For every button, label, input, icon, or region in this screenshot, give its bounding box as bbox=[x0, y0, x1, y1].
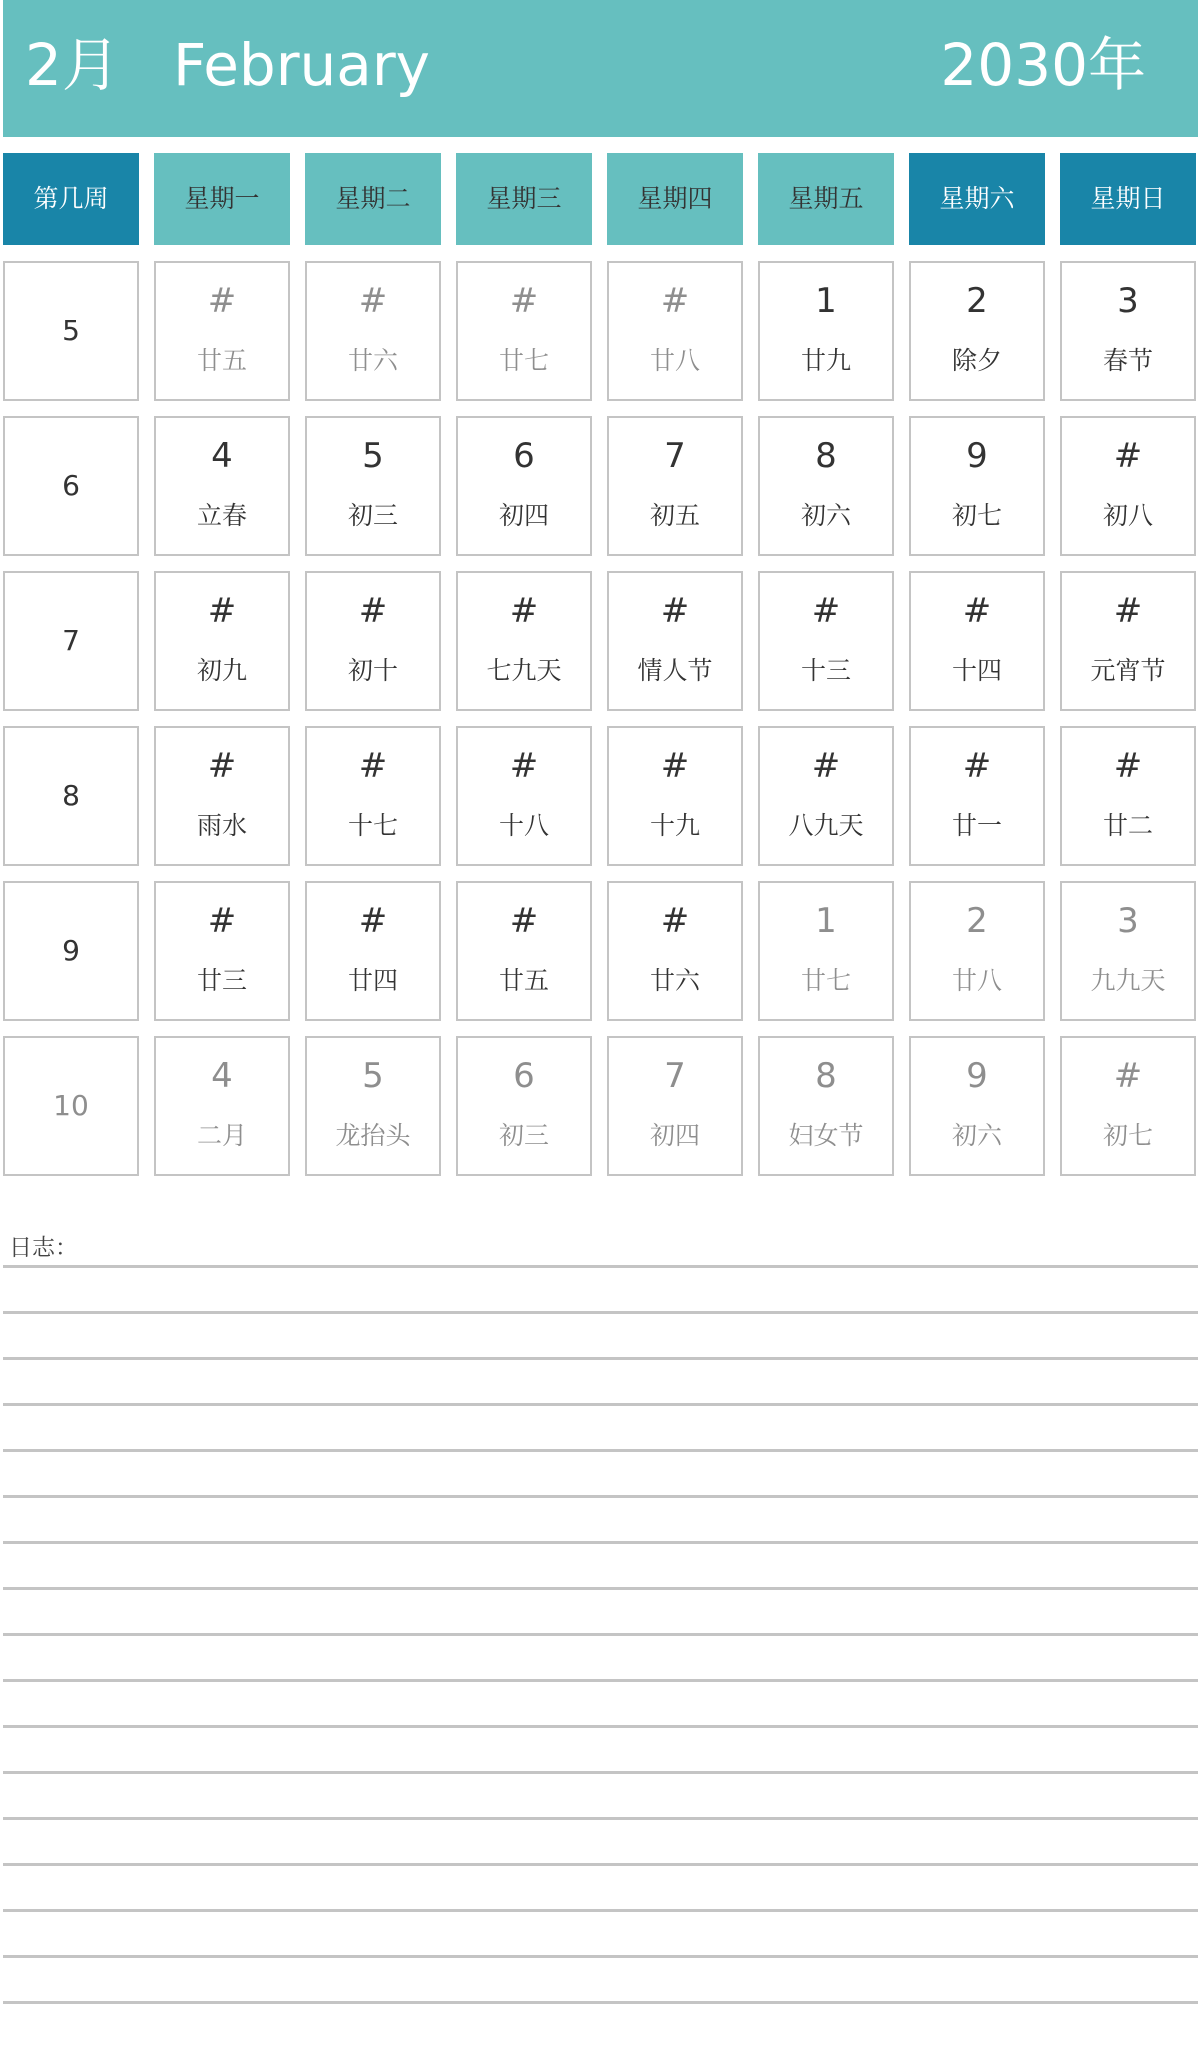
day-cell[interactable] bbox=[456, 416, 592, 556]
day-cell[interactable] bbox=[154, 726, 290, 866]
day-number: 2 bbox=[966, 281, 988, 321]
day-cell[interactable] bbox=[758, 1036, 894, 1176]
week-number-cell bbox=[3, 416, 139, 556]
month-number: 2月 bbox=[25, 31, 120, 99]
lunar-date: 廿五 bbox=[196, 346, 247, 375]
journal-rule-line bbox=[3, 1633, 1198, 1636]
lunar-date: 情人节 bbox=[637, 656, 713, 685]
lunar-date: 十四 bbox=[951, 656, 1002, 685]
journal-rule-line bbox=[3, 1771, 1198, 1774]
day-cell[interactable] bbox=[909, 261, 1045, 401]
lunar-date: 初十 bbox=[347, 656, 398, 685]
lunar-date: 二月 bbox=[196, 1121, 247, 1150]
week-number-cell bbox=[3, 881, 139, 1021]
lunar-date: 八九天 bbox=[788, 811, 864, 840]
day-cell[interactable] bbox=[456, 726, 592, 866]
lunar-date: 春节 bbox=[1102, 346, 1153, 375]
week-number: 9 bbox=[62, 934, 80, 967]
day-cell[interactable] bbox=[909, 726, 1045, 866]
day-number: 9 bbox=[966, 1056, 988, 1096]
lunar-date: 十三 bbox=[800, 656, 851, 685]
lunar-date: 廿一 bbox=[951, 811, 1002, 840]
day-number: # bbox=[660, 746, 690, 786]
lunar-date: 初五 bbox=[649, 501, 700, 530]
day-cell[interactable] bbox=[758, 571, 894, 711]
day-number: 5 bbox=[362, 436, 384, 476]
day-cell[interactable] bbox=[909, 1036, 1045, 1176]
day-cell[interactable] bbox=[758, 881, 894, 1021]
day-cell[interactable] bbox=[305, 571, 441, 711]
day-number: # bbox=[1113, 1056, 1143, 1096]
day-cell[interactable] bbox=[909, 571, 1045, 711]
day-cell[interactable] bbox=[456, 881, 592, 1021]
day-number: # bbox=[358, 281, 388, 321]
day-cell[interactable] bbox=[154, 881, 290, 1021]
day-number: # bbox=[1113, 746, 1143, 786]
day-number: 8 bbox=[815, 436, 837, 476]
day-number: 7 bbox=[664, 1056, 686, 1096]
day-cell[interactable] bbox=[758, 726, 894, 866]
lunar-date: 初八 bbox=[1102, 501, 1153, 530]
day-cell[interactable] bbox=[1060, 881, 1196, 1021]
day-number: 5 bbox=[362, 1056, 384, 1096]
day-cell[interactable] bbox=[305, 416, 441, 556]
journal-rule-line bbox=[3, 1357, 1198, 1360]
journal-rule-line bbox=[3, 1587, 1198, 1590]
day-cell[interactable] bbox=[607, 261, 743, 401]
week-number: 5 bbox=[62, 314, 80, 347]
day-cell[interactable] bbox=[456, 571, 592, 711]
week-number-cell bbox=[3, 571, 139, 711]
day-number: # bbox=[509, 591, 539, 631]
journal-rule-line bbox=[3, 1863, 1198, 1866]
lunar-date: 初四 bbox=[649, 1121, 700, 1150]
day-number: 6 bbox=[513, 436, 535, 476]
journal-rule-line bbox=[3, 1403, 1198, 1406]
day-cell[interactable] bbox=[305, 881, 441, 1021]
day-cell[interactable] bbox=[305, 261, 441, 401]
day-number: # bbox=[660, 901, 690, 941]
lunar-date: 廿六 bbox=[649, 966, 700, 995]
weekday-header-2: 星期二 bbox=[305, 153, 441, 245]
day-number: # bbox=[358, 591, 388, 631]
month-name-english: February bbox=[173, 31, 431, 99]
lunar-date: 廿七 bbox=[800, 966, 851, 995]
day-number: 3 bbox=[1117, 281, 1139, 321]
weekday-header-6: 星期六 bbox=[909, 153, 1045, 245]
week-number-header: 第几周 bbox=[3, 153, 139, 245]
day-number: # bbox=[509, 281, 539, 321]
day-number: 1 bbox=[815, 901, 837, 941]
lunar-date: 廿四 bbox=[347, 966, 398, 995]
day-cell[interactable] bbox=[305, 726, 441, 866]
year-label: 2030年 bbox=[940, 31, 1146, 99]
day-cell[interactable] bbox=[909, 881, 1045, 1021]
day-cell[interactable] bbox=[1060, 726, 1196, 866]
day-number: # bbox=[358, 901, 388, 941]
day-number: # bbox=[207, 746, 237, 786]
journal-rule-line bbox=[3, 1311, 1198, 1314]
day-cell[interactable] bbox=[154, 261, 290, 401]
day-cell[interactable] bbox=[909, 416, 1045, 556]
day-number: 7 bbox=[664, 436, 686, 476]
day-number: # bbox=[358, 746, 388, 786]
day-number: 2 bbox=[966, 901, 988, 941]
lunar-date: 初六 bbox=[951, 1121, 1002, 1150]
day-number: # bbox=[207, 281, 237, 321]
weekday-header-row bbox=[3, 153, 1198, 245]
weekday-header-1: 星期一 bbox=[154, 153, 290, 245]
day-number: # bbox=[962, 591, 992, 631]
journal-rule-line bbox=[3, 1909, 1198, 1912]
lunar-date: 廿九 bbox=[800, 346, 851, 375]
day-number: 4 bbox=[211, 1056, 233, 1096]
week-number-cell bbox=[3, 261, 139, 401]
lunar-date: 廿五 bbox=[498, 966, 549, 995]
day-number: 8 bbox=[815, 1056, 837, 1096]
week-number: 8 bbox=[62, 779, 80, 812]
lunar-date: 廿三 bbox=[196, 966, 247, 995]
day-cell[interactable] bbox=[607, 881, 743, 1021]
journal-rule-line bbox=[3, 1449, 1198, 1452]
weekday-header-4: 星期四 bbox=[607, 153, 743, 245]
day-number: # bbox=[811, 746, 841, 786]
lunar-date: 廿二 bbox=[1102, 811, 1153, 840]
lunar-date: 十九 bbox=[649, 811, 700, 840]
day-cell[interactable] bbox=[305, 1036, 441, 1176]
journal-rule-line bbox=[3, 1541, 1198, 1544]
lunar-date: 龙抬头 bbox=[335, 1121, 411, 1150]
lunar-date: 初七 bbox=[1102, 1121, 1153, 1150]
lunar-date: 初六 bbox=[800, 501, 851, 530]
day-number: # bbox=[207, 591, 237, 631]
lunar-date: 廿六 bbox=[347, 346, 398, 375]
day-cell[interactable] bbox=[758, 416, 894, 556]
lunar-date: 廿八 bbox=[649, 346, 700, 375]
day-cell[interactable] bbox=[154, 1036, 290, 1176]
day-cell[interactable] bbox=[1060, 1036, 1196, 1176]
lunar-date: 廿八 bbox=[951, 966, 1002, 995]
lunar-date: 七九天 bbox=[486, 656, 562, 685]
day-number: # bbox=[509, 746, 539, 786]
day-cell[interactable] bbox=[607, 1036, 743, 1176]
lunar-date: 廿七 bbox=[498, 346, 549, 375]
day-cell[interactable] bbox=[1060, 416, 1196, 556]
week-number-cell bbox=[3, 1036, 139, 1176]
day-cell[interactable] bbox=[1060, 261, 1196, 401]
day-number: 4 bbox=[211, 436, 233, 476]
lunar-date: 初四 bbox=[498, 501, 549, 530]
day-number: # bbox=[1113, 591, 1143, 631]
lunar-date: 元宵节 bbox=[1090, 656, 1166, 685]
day-cell[interactable] bbox=[456, 261, 592, 401]
journal-rule-line bbox=[3, 1265, 1198, 1268]
lunar-date: 九九天 bbox=[1090, 966, 1166, 995]
week-number: 10 bbox=[53, 1089, 89, 1122]
lunar-date: 除夕 bbox=[951, 346, 1002, 375]
week-number-cell bbox=[3, 726, 139, 866]
journal-rule-line bbox=[3, 1955, 1198, 1958]
day-cell[interactable] bbox=[758, 261, 894, 401]
day-number: 1 bbox=[815, 281, 837, 321]
day-number: # bbox=[660, 281, 690, 321]
day-number: 3 bbox=[1117, 901, 1139, 941]
lunar-date: 十七 bbox=[347, 811, 398, 840]
day-cell[interactable] bbox=[607, 726, 743, 866]
weekday-header-3: 星期三 bbox=[456, 153, 592, 245]
day-number: # bbox=[1113, 436, 1143, 476]
day-number: 9 bbox=[966, 436, 988, 476]
journal-rule-line bbox=[3, 2001, 1198, 2004]
day-cell[interactable] bbox=[1060, 571, 1196, 711]
week-number: 6 bbox=[62, 469, 80, 502]
day-number: # bbox=[962, 746, 992, 786]
day-number: # bbox=[509, 901, 539, 941]
day-cell[interactable] bbox=[154, 571, 290, 711]
day-number: 6 bbox=[513, 1056, 535, 1096]
day-number: # bbox=[207, 901, 237, 941]
day-cell[interactable] bbox=[154, 416, 290, 556]
lunar-date: 立春 bbox=[196, 501, 247, 530]
lunar-date: 初九 bbox=[196, 656, 247, 685]
journal-rule-line bbox=[3, 1679, 1198, 1682]
lunar-date: 初三 bbox=[347, 501, 398, 530]
week-number: 7 bbox=[62, 624, 80, 657]
weekday-header-7: 星期日 bbox=[1060, 153, 1196, 245]
journal-rule-line bbox=[3, 1725, 1198, 1728]
lunar-date: 十八 bbox=[498, 811, 549, 840]
journal-rule-line bbox=[3, 1495, 1198, 1498]
day-cell[interactable] bbox=[456, 1036, 592, 1176]
month-header bbox=[3, 0, 1198, 137]
lunar-date: 初七 bbox=[951, 501, 1002, 530]
journal-label: 日志： bbox=[9, 1235, 78, 1261]
day-number: # bbox=[811, 591, 841, 631]
day-cell[interactable] bbox=[607, 416, 743, 556]
journal-rule-line bbox=[3, 1817, 1198, 1820]
lunar-date: 初三 bbox=[498, 1121, 549, 1150]
lunar-date: 雨水 bbox=[196, 811, 247, 840]
weekday-header-5: 星期五 bbox=[758, 153, 894, 245]
day-cell[interactable] bbox=[607, 571, 743, 711]
day-number: # bbox=[660, 591, 690, 631]
lunar-date: 妇女节 bbox=[788, 1121, 864, 1150]
